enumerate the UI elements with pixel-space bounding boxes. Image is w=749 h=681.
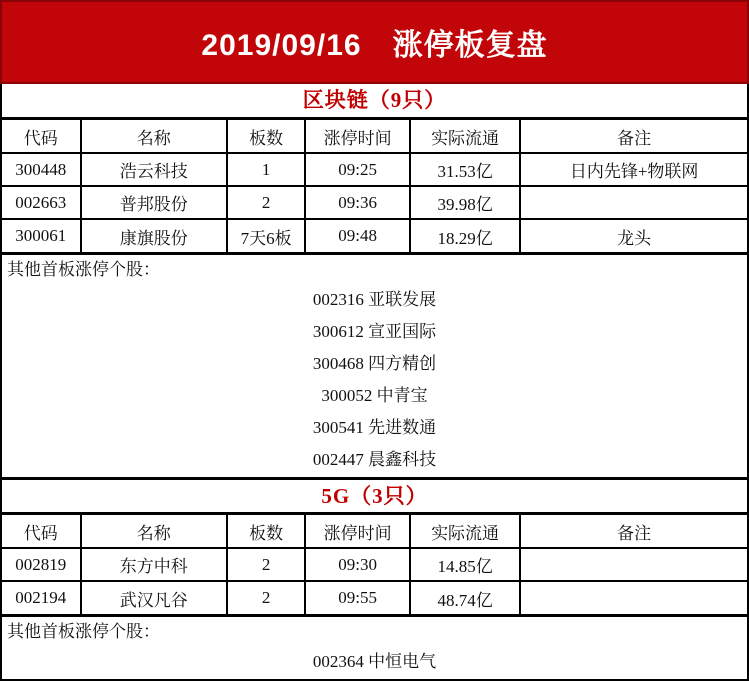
cell-float: 39.98亿	[410, 186, 520, 219]
other-stock-item: 300052 中青宝	[321, 386, 428, 405]
cell-note: 龙头	[520, 219, 747, 252]
col-header-float: 实际流通	[410, 515, 520, 548]
col-header-limit-time: 涨停时间	[305, 515, 409, 548]
cell-float: 48.74亿	[410, 581, 520, 614]
table-header-row	[2, 120, 747, 153]
cell-name: 普邦股份	[81, 186, 227, 219]
col-header-code: 代码	[2, 120, 81, 153]
cell-code: 300448	[2, 153, 81, 186]
table-row	[2, 219, 747, 252]
cell-note	[520, 548, 747, 581]
table-row	[2, 186, 747, 219]
other-stock-item: 002364 中恒电气	[312, 652, 437, 671]
section-title-5g: 5G（3只）	[2, 477, 747, 515]
section-title-blockchain: 区块链（9只）	[2, 84, 747, 120]
cell-limit-time: 09:30	[305, 548, 409, 581]
table-row	[2, 548, 747, 581]
title-banner	[0, 0, 749, 84]
cell-name: 东方中科	[81, 548, 227, 581]
cell-boards: 7天6板	[227, 219, 306, 252]
col-header-note: 备注	[520, 120, 747, 153]
cell-boards: 2	[227, 548, 306, 581]
cell-note: 日内先锋+物联网	[520, 153, 747, 186]
5g-other-stocks	[2, 614, 747, 679]
cell-boards: 2	[227, 186, 306, 219]
cell-note	[520, 186, 747, 219]
page-title: 2019/09/16 涨停板复盘	[201, 29, 548, 62]
cell-code: 002194	[2, 581, 81, 614]
cell-float: 14.85亿	[410, 548, 520, 581]
cell-code: 002819	[2, 548, 81, 581]
col-header-note: 备注	[520, 515, 747, 548]
col-header-name: 名称	[81, 515, 227, 548]
cell-code: 300061	[2, 219, 81, 252]
other-stock-item: 300612 宣亚国际	[312, 322, 437, 341]
cell-name: 康旗股份	[81, 219, 227, 252]
col-header-boards: 板数	[227, 515, 306, 548]
other-stock-item: 002316 亚联发展	[312, 290, 437, 309]
report-body	[0, 84, 749, 681]
cell-float: 18.29亿	[410, 219, 520, 252]
other-stock-item: 300468 四方精创	[312, 354, 437, 373]
col-header-limit-time: 涨停时间	[305, 120, 409, 153]
blockchain-stock-table	[2, 120, 747, 252]
cell-limit-time: 09:48	[305, 219, 409, 252]
col-header-float: 实际流通	[410, 120, 520, 153]
col-header-boards: 板数	[227, 120, 306, 153]
other-stock-item: 002447 晨鑫科技	[312, 450, 437, 469]
col-header-code: 代码	[2, 515, 81, 548]
cell-limit-time: 09:36	[305, 186, 409, 219]
col-header-name: 名称	[81, 120, 227, 153]
cell-boards: 1	[227, 153, 306, 186]
table-row	[2, 581, 747, 614]
cell-float: 31.53亿	[410, 153, 520, 186]
cell-code: 002663	[2, 186, 81, 219]
cell-limit-time: 09:55	[305, 581, 409, 614]
table-row	[2, 153, 747, 186]
cell-boards: 2	[227, 581, 306, 614]
cell-name: 武汉凡谷	[81, 581, 227, 614]
cell-note	[520, 581, 747, 614]
cell-limit-time: 09:25	[305, 153, 409, 186]
cell-name: 浩云科技	[81, 153, 227, 186]
blockchain-other-stocks	[2, 252, 747, 477]
5g-stock-table	[2, 515, 747, 614]
other-stock-item: 300541 先进数通	[312, 418, 437, 437]
other-stocks-label: 其他首板涨停个股：	[7, 622, 160, 641]
table-header-row	[2, 515, 747, 548]
other-stocks-label: 其他首板涨停个股：	[7, 260, 160, 279]
